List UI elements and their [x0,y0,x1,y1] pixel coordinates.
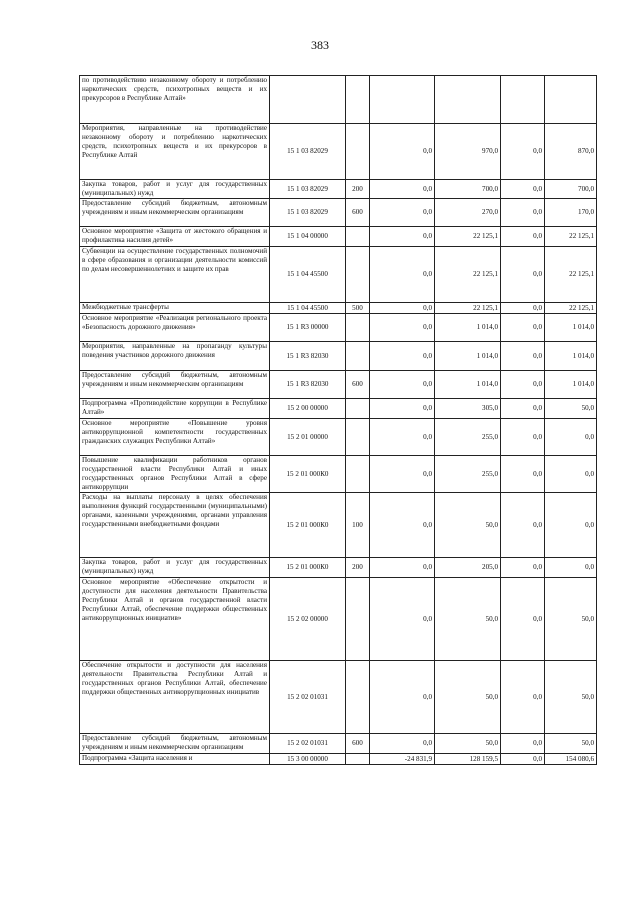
table-row [80,314,597,342]
row-value-approved-cell: 255,0 [435,456,501,493]
row-value-change-cell: -24 831,9 [370,754,435,765]
table-row [80,456,597,493]
row-expense-type-cell: 200 [346,558,370,578]
row-value-total-cell: 0,0 [545,419,597,456]
row-code-cell: 15 1 04 45500 [270,247,346,303]
row-value-approved-cell: 970,0 [435,124,501,180]
budget-table [79,75,597,765]
row-value-total-cell: 22 125,1 [545,227,597,247]
row-value-approved-cell: 50,0 [435,578,501,661]
table-row [80,734,597,754]
row-expense-type-cell [346,227,370,247]
table-row [80,76,597,124]
row-value-approved-cell [435,76,501,124]
row-value-extra-cell: 0,0 [501,558,545,578]
row-value-change-cell: 0,0 [370,247,435,303]
row-value-change-cell: 0,0 [370,180,435,199]
row-name-cell: Подпрограмма «Защита населения и [80,754,270,765]
row-code-cell: 15 1 R3 82030 [270,342,346,371]
table-row [80,227,597,247]
table-row [80,754,597,765]
row-value-extra-cell: 0,0 [501,399,545,419]
row-expense-type-cell [346,754,370,765]
row-expense-type-cell: 500 [346,303,370,314]
row-value-total-cell: 50,0 [545,578,597,661]
row-value-change-cell: 0,0 [370,303,435,314]
row-value-change-cell: 0,0 [370,342,435,371]
row-value-approved-cell: 205,0 [435,558,501,578]
row-name-cell: Повышение квалификации работников органов государственной власти Республики Алтай и иных государственных органов Республики Алтай в сфере антикоррупции [80,456,270,493]
row-value-change-cell: 0,0 [370,578,435,661]
table-row [80,558,597,578]
row-value-extra-cell: 0,0 [501,247,545,303]
row-expense-type-cell: 600 [346,199,370,227]
row-value-approved-cell: 22 125,1 [435,227,501,247]
row-code-cell: 15 3 00 00000 [270,754,346,765]
row-name-cell: по противодействию незаконному обороту и потреблению наркотических средств, психотропных веществ и их прекурсоров в Республике Алтай» [80,76,270,124]
row-code-cell: 15 1 03 82029 [270,124,346,180]
row-value-total-cell: 0,0 [545,558,597,578]
table-row [80,199,597,227]
row-name-cell: Предоставление субсидий бюджетным, автономным учреждениям и иным некоммерческим организациям [80,371,270,399]
row-value-approved-cell: 22 125,1 [435,247,501,303]
row-expense-type-cell [346,124,370,180]
table-row [80,303,597,314]
row-value-total-cell: 1 014,0 [545,342,597,371]
row-expense-type-cell: 100 [346,493,370,558]
row-value-change-cell: 0,0 [370,371,435,399]
row-name-cell: Подпрограмма «Противодействие коррупции в Республике Алтай» [80,399,270,419]
row-value-total-cell: 700,0 [545,180,597,199]
row-name-cell: Основное мероприятие «Защита от жестокого обращения и профилактика насилия детей» [80,227,270,247]
table-row [80,578,597,661]
row-value-total-cell: 0,0 [545,456,597,493]
row-code-cell: 15 1 03 82029 [270,199,346,227]
table-row [80,180,597,199]
row-value-change-cell [370,76,435,124]
row-expense-type-cell [346,661,370,734]
row-value-total-cell: 50,0 [545,661,597,734]
row-name-cell: Межбюджетные трансферты [80,303,270,314]
row-expense-type-cell: 200 [346,180,370,199]
row-name-cell: Мероприятия, направленные на пропаганду культуры поведения участников дорожного движения [80,342,270,371]
row-value-approved-cell: 270,0 [435,199,501,227]
row-expense-type-cell [346,456,370,493]
row-value-extra-cell: 0,0 [501,199,545,227]
budget-table-body [80,76,597,765]
row-value-extra-cell: 0,0 [501,371,545,399]
row-value-extra-cell: 0,0 [501,754,545,765]
row-value-approved-cell: 1 014,0 [435,371,501,399]
row-name-cell: Предоставление субсидий бюджетным, автономным учреждениям и иным некоммерческим организациям [80,734,270,754]
row-name-cell: Основное мероприятие «Обеспечение открытости и доступности для населения деятельности Правительства Республики Алтай и органов государственной власти Республики Алтай, обеспечение поддержки общественных антикоррупционных инициатив» [80,578,270,661]
row-code-cell: 15 1 04 00000 [270,227,346,247]
row-name-cell: Основное мероприятие «Реализация регионального проекта «Безопасность дорожного движения» [80,314,270,342]
table-row [80,371,597,399]
row-value-change-cell: 0,0 [370,199,435,227]
row-value-change-cell: 0,0 [370,227,435,247]
row-value-extra-cell: 0,0 [501,342,545,371]
row-name-cell: Предоставление субсидий бюджетным, автономным учреждениям и иным некоммерческим организациям [80,199,270,227]
row-value-change-cell: 0,0 [370,399,435,419]
row-value-total-cell: 170,0 [545,199,597,227]
table-row [80,419,597,456]
row-value-extra-cell: 0,0 [501,419,545,456]
row-value-approved-cell: 22 125,1 [435,303,501,314]
table-row [80,247,597,303]
row-value-extra-cell: 0,0 [501,303,545,314]
row-code-cell: 15 2 01 00000 [270,419,346,456]
row-name-cell: Мероприятия, направленные на противодействие незаконному обороту и потреблению наркотических средств, психотропных веществ и их прекурсоров в Республике Алтай [80,124,270,180]
row-name-cell: Основное мероприятие «Повышение уровня антикоррупционной компетентности государственных гражданских служащих Республики Алтай» [80,419,270,456]
row-value-extra-cell: 0,0 [501,734,545,754]
row-value-change-cell: 0,0 [370,124,435,180]
row-value-total-cell: 1 014,0 [545,371,597,399]
row-value-approved-cell: 1 014,0 [435,342,501,371]
row-value-extra-cell [501,76,545,124]
row-value-total-cell: 22 125,1 [545,303,597,314]
row-value-approved-cell: 255,0 [435,419,501,456]
row-name-cell: Субвенции на осуществление государственных полномочий в сфере образования и организации деятельности комиссий по делам несовершеннолетних и защите их прав [80,247,270,303]
row-code-cell: 15 2 00 00000 [270,399,346,419]
table-row [80,124,597,180]
row-value-extra-cell: 0,0 [501,180,545,199]
row-value-approved-cell: 50,0 [435,661,501,734]
row-value-total-cell: 154 080,6 [545,754,597,765]
row-value-approved-cell: 305,0 [435,399,501,419]
row-expense-type-cell [346,419,370,456]
row-value-approved-cell: 700,0 [435,180,501,199]
row-expense-type-cell: 600 [346,734,370,754]
row-value-approved-cell: 1 014,0 [435,314,501,342]
row-value-approved-cell: 50,0 [435,734,501,754]
table-row [80,661,597,734]
row-value-change-cell: 0,0 [370,661,435,734]
row-code-cell: 15 1 R3 82030 [270,371,346,399]
row-value-change-cell: 0,0 [370,456,435,493]
row-value-change-cell: 0,0 [370,558,435,578]
row-expense-type-cell [346,247,370,303]
table-row [80,493,597,558]
row-code-cell: 15 2 02 00000 [270,578,346,661]
row-code-cell: 15 2 02 01031 [270,661,346,734]
row-value-total-cell: 50,0 [545,399,597,419]
row-value-extra-cell: 0,0 [501,578,545,661]
row-expense-type-cell [346,314,370,342]
row-expense-type-cell [346,342,370,371]
table-row [80,399,597,419]
row-value-extra-cell: 0,0 [501,493,545,558]
row-expense-type-cell [346,76,370,124]
row-value-total-cell: 50,0 [545,734,597,754]
row-value-total-cell: 22 125,1 [545,247,597,303]
page-number: 383 [311,38,329,52]
row-name-cell: Обеспечение открытости и доступности для населения деятельности Правительства Республики Алтай и государственных органов Республики Алтай, обеспечение поддержки общественных антикоррупционных инициатив [80,661,270,734]
row-value-approved-cell: 50,0 [435,493,501,558]
row-value-change-cell: 0,0 [370,734,435,754]
row-value-total-cell: 1 014,0 [545,314,597,342]
table-row [80,342,597,371]
row-value-change-cell: 0,0 [370,314,435,342]
row-code-cell: 15 1 04 45500 [270,303,346,314]
row-value-extra-cell: 0,0 [501,314,545,342]
row-name-cell: Закупка товаров, работ и услуг для государственных (муниципальных) нужд [80,180,270,199]
row-value-total-cell: 0,0 [545,493,597,558]
row-code-cell [270,76,346,124]
row-code-cell: 15 1 R3 00000 [270,314,346,342]
row-name-cell: Закупка товаров, работ и услуг для государственных (муниципальных) нужд [80,558,270,578]
row-expense-type-cell [346,399,370,419]
row-code-cell: 15 2 01 000К0 [270,456,346,493]
row-value-change-cell: 0,0 [370,419,435,456]
row-code-cell: 15 2 01 000К0 [270,558,346,578]
row-value-extra-cell: 0,0 [501,661,545,734]
row-value-extra-cell: 0,0 [501,227,545,247]
row-value-total-cell [545,76,597,124]
row-code-cell: 15 2 02 01031 [270,734,346,754]
row-value-change-cell: 0,0 [370,493,435,558]
row-value-extra-cell: 0,0 [501,456,545,493]
row-value-approved-cell: 128 159,5 [435,754,501,765]
row-code-cell: 15 1 03 82029 [270,180,346,199]
row-value-extra-cell: 0,0 [501,124,545,180]
row-value-total-cell: 870,0 [545,124,597,180]
row-name-cell: Расходы на выплаты персоналу в целях обеспечения выполнения функций государственными (муниципальными) органами, казенными учреждениями, органами управления государственными внебюджетными фондами [80,493,270,558]
row-code-cell: 15 2 01 000К0 [270,493,346,558]
row-expense-type-cell [346,578,370,661]
row-expense-type-cell: 600 [346,371,370,399]
